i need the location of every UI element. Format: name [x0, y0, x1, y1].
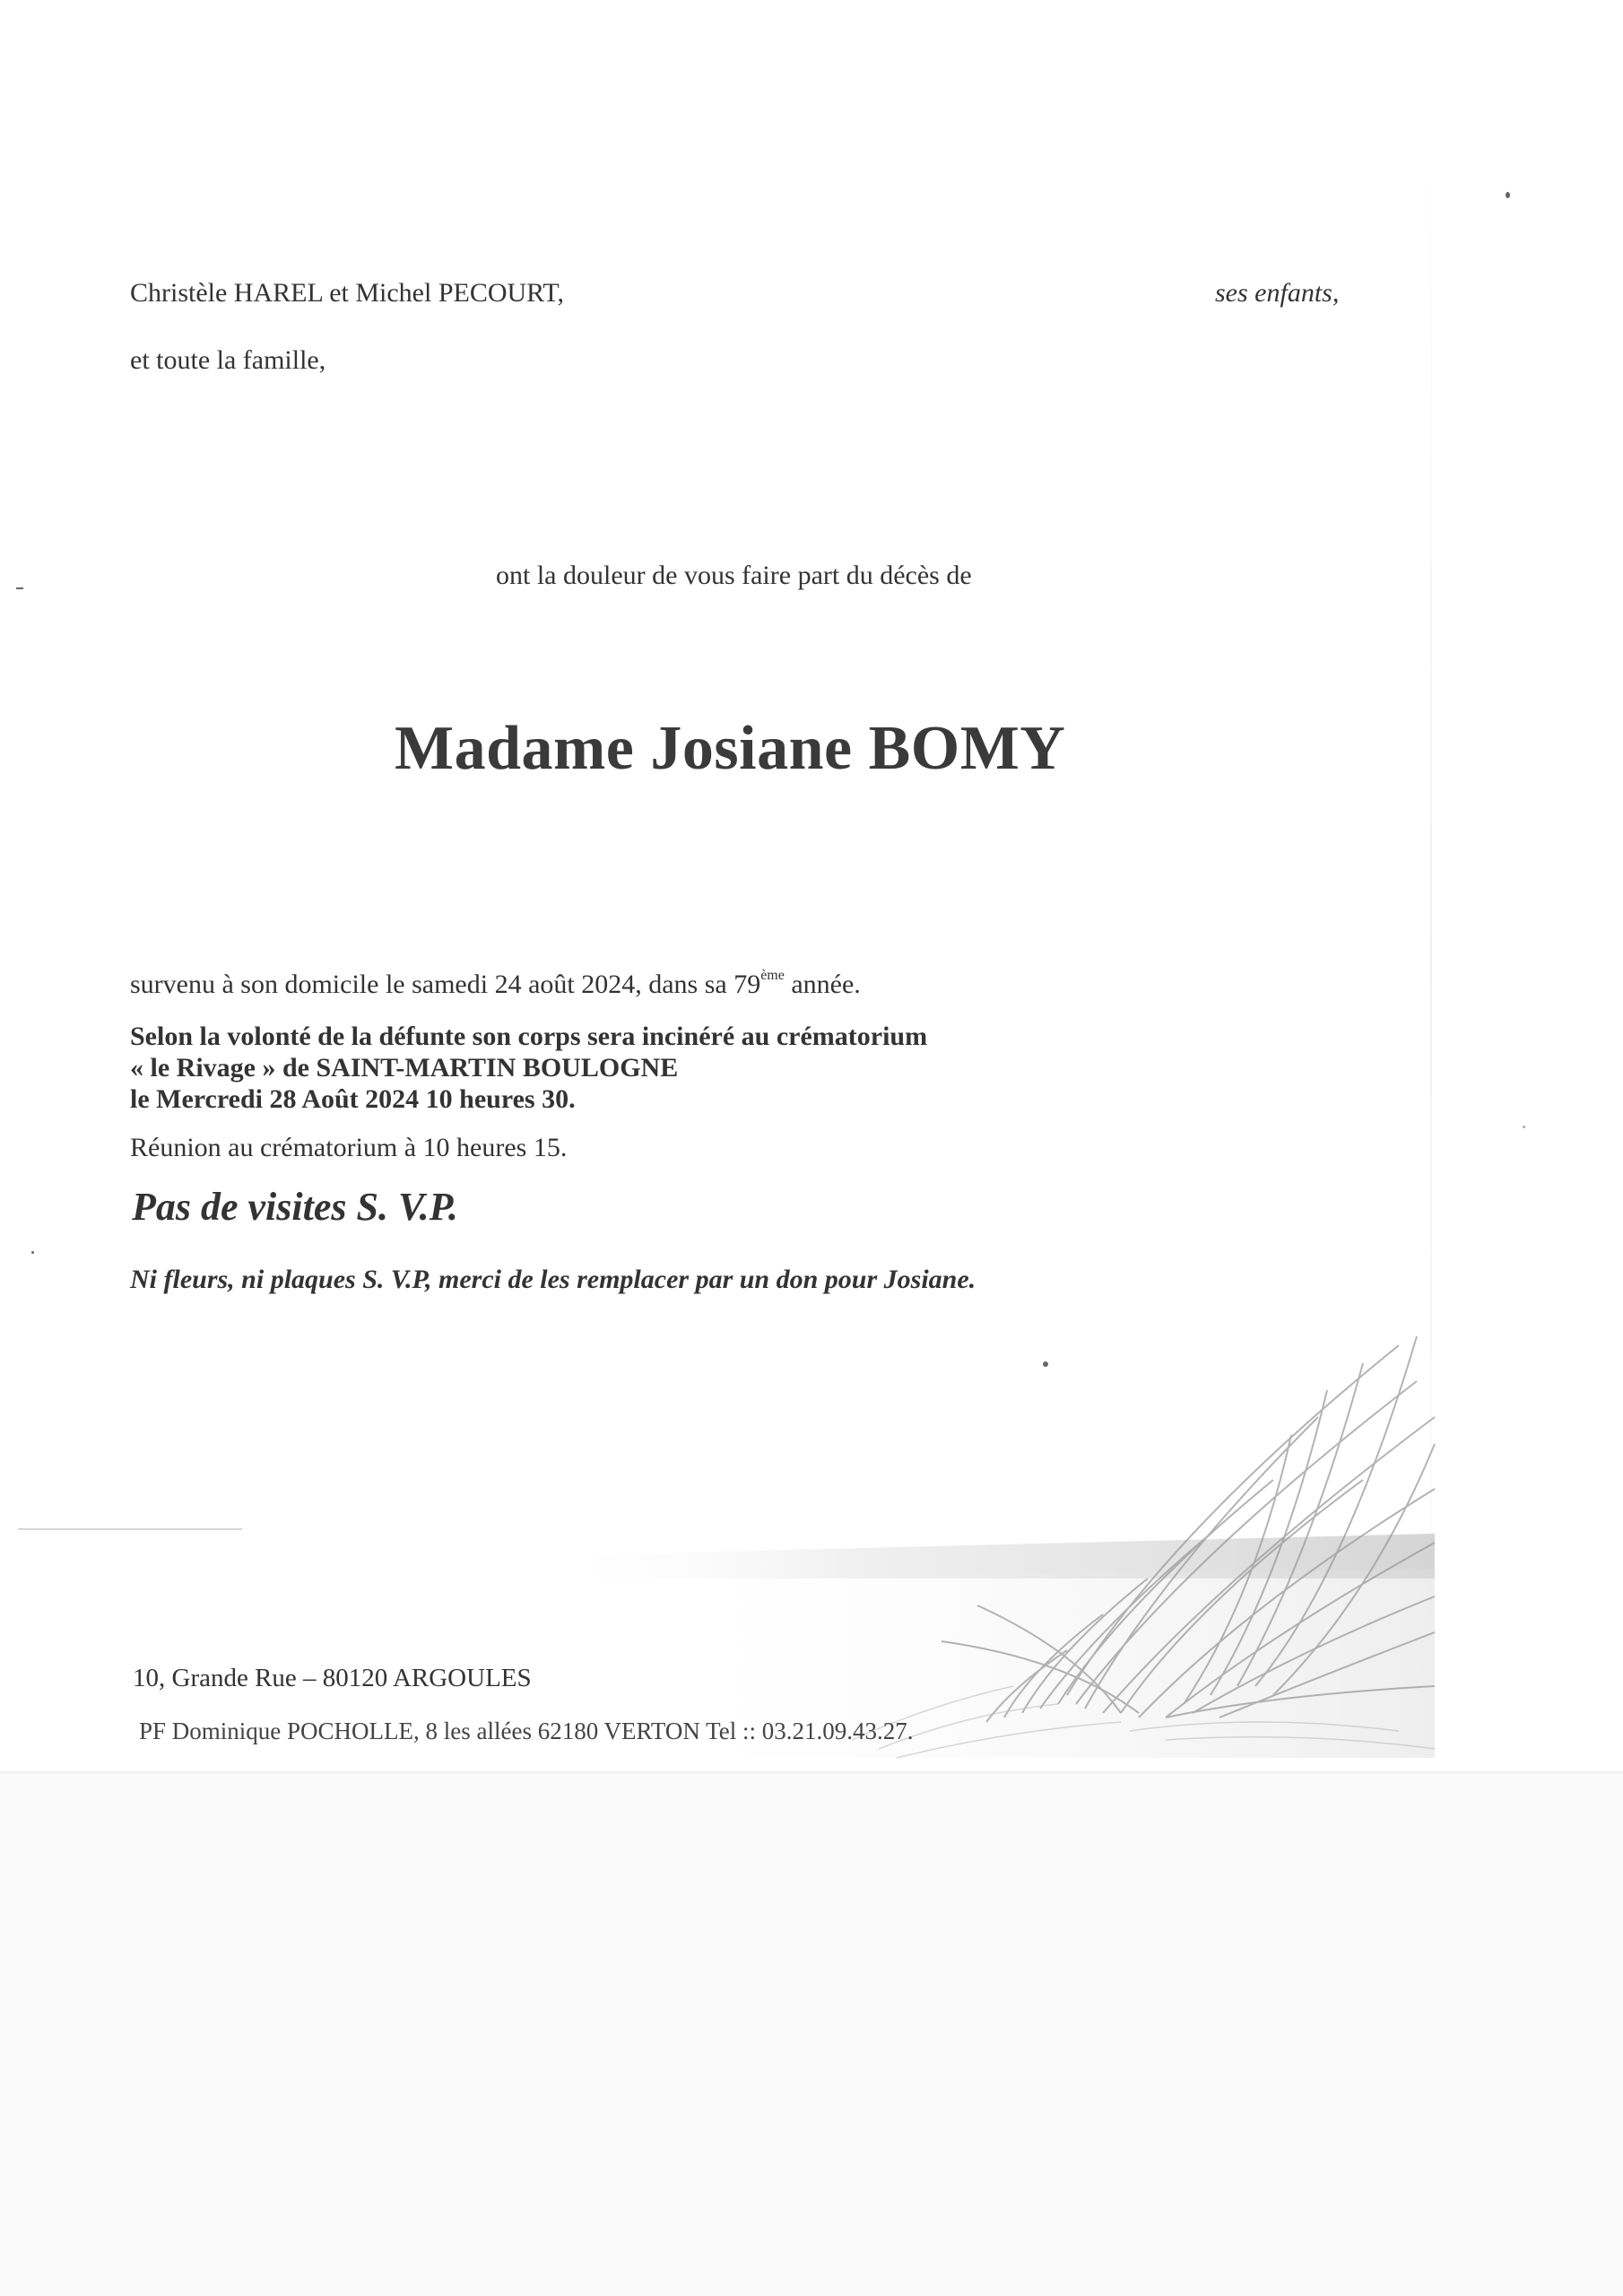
no-visits-notice: Pas de visites S. V.P. — [132, 1185, 458, 1229]
death-info — [130, 970, 861, 1000]
scan-speck — [1506, 192, 1510, 198]
deceased-name: Madame Josiane BOMY — [395, 714, 1066, 783]
death-info-text: survenu à son domicile le samedi 24 août 2024, dans sa 79 — [130, 970, 761, 999]
ceremony-line: le Mercredi 28 Août 2024 10 heures 30. — [130, 1084, 576, 1114]
announcement-line: ont la douleur de vous faire part du décès de — [496, 561, 972, 590]
ceremony-line: Selon la volonté de la défunte son corps sera incinéré au crématorium — [130, 1022, 928, 1051]
scan-speck — [1523, 1126, 1525, 1128]
ceremony-details — [130, 1021, 927, 1115]
scan-lower-area — [0, 1771, 1623, 2296]
beach-grass-image — [0, 1309, 1623, 1776]
family-line: et toute la famille, — [130, 345, 326, 375]
children-names: Christèle HAREL et Michel PECOURT, — [130, 278, 564, 308]
ordinal-suffix: ème — [760, 968, 785, 983]
ceremony-line: « le Rivage » de SAINT-MARTIN BOULOGNE — [130, 1053, 679, 1083]
home-address: 10, Grande Rue – 80120 ARGOULES — [133, 1664, 532, 1692]
scan-speck — [16, 587, 23, 589]
no-flowers-notice: Ni fleurs, ni plaques S. V.P, merci de les remplacer par un don pour Josiane. — [130, 1265, 976, 1294]
children-role: ses enfants, — [1215, 278, 1340, 308]
reunion-line: Réunion au crématorium à 10 heures 15. — [130, 1133, 568, 1162]
scan-speck — [31, 1251, 34, 1254]
funeral-home-contact: PF Dominique POCHOLLE, 8 les allées 62180 VERTON Tel :: 03.21.09.43.27. — [139, 1718, 914, 1744]
death-info-end: année. — [784, 970, 861, 999]
